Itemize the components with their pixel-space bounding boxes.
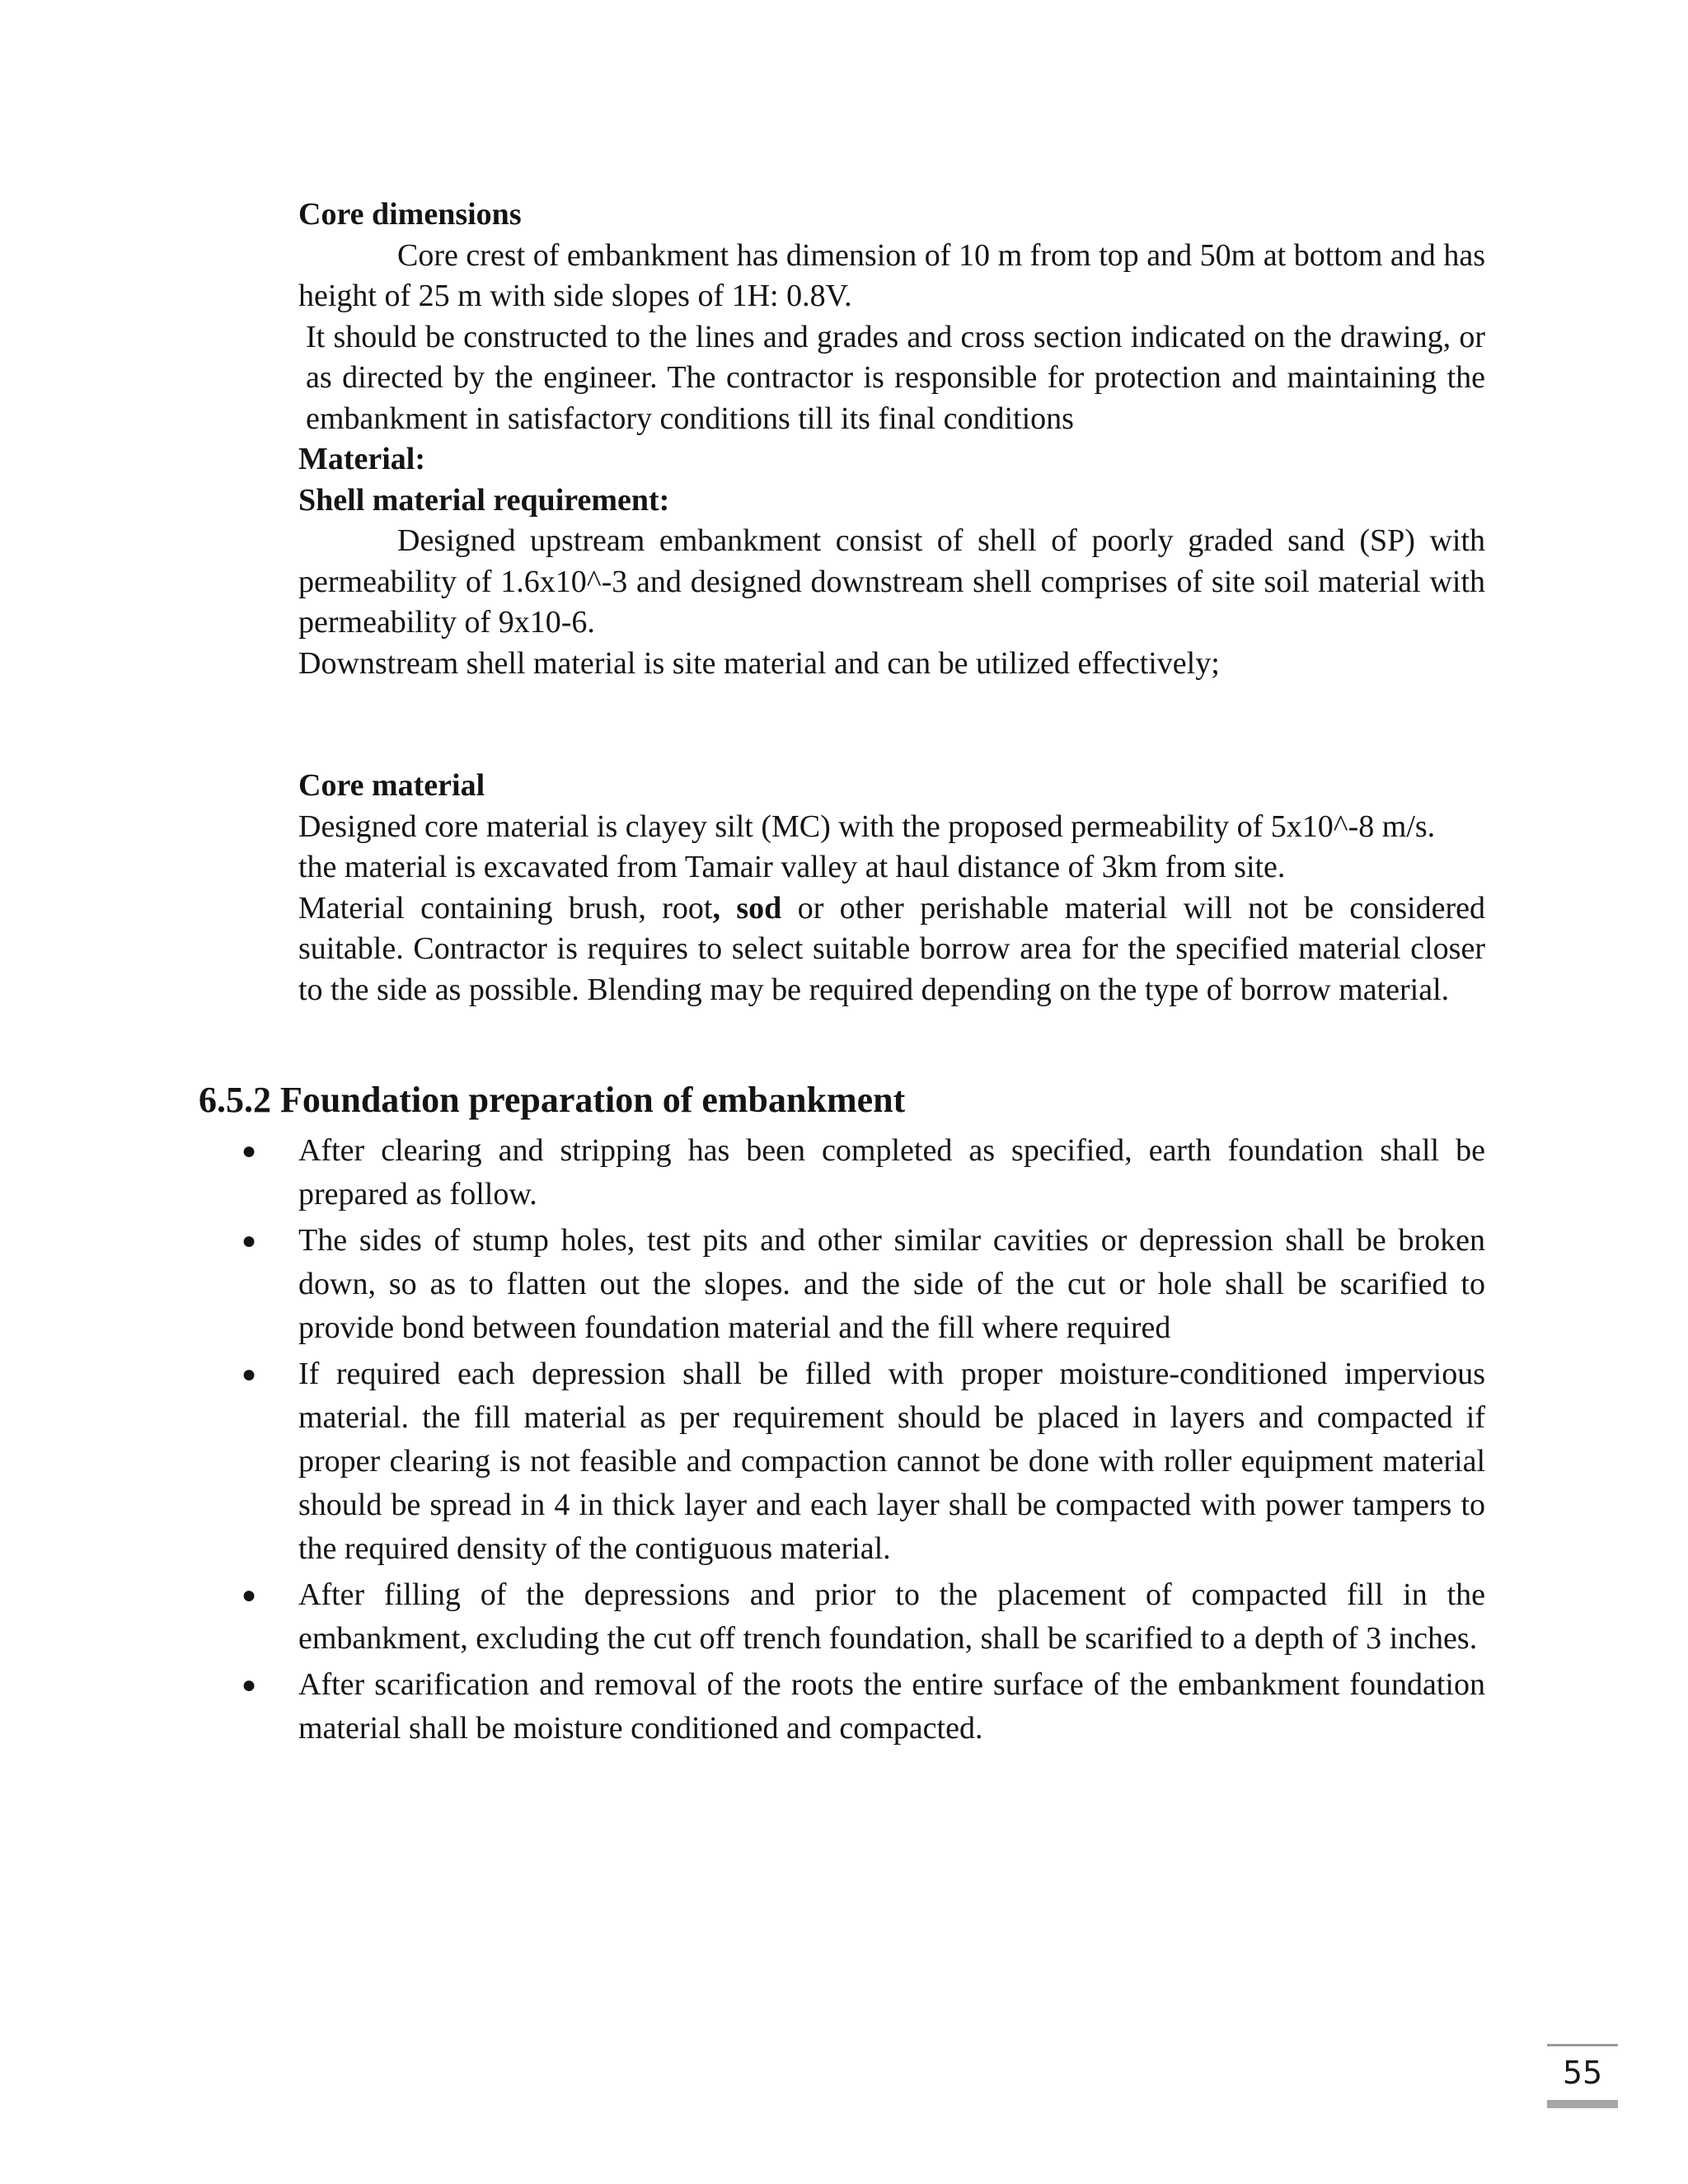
suitability-text-bold: , sod: [712, 890, 782, 926]
material-heading: Material:: [298, 442, 426, 476]
list-item-text: After scarification and removal of the roots the entire surface of the embankment foundation material shall be moisture conditioned and compacted.: [298, 1667, 1485, 1746]
list-item: [241, 1573, 1485, 1661]
list-item-text: After filling of the depressions and prior to the placement of compacted fill in the embankment, excluding the cut off trench foundation, shall be scarified to a depth of 3 inches.: [298, 1577, 1485, 1656]
list-item-text: After clearing and stripping has been completed as specified, earth foundation shall be prepared as follow.: [298, 1133, 1485, 1212]
list-item: [241, 1663, 1485, 1750]
spacer: [298, 684, 1485, 766]
bullet-icon: ●: [241, 1671, 257, 1699]
bullet-icon: ●: [241, 1361, 257, 1388]
shell-material-paragraph: Designed upstream embankment consist of shell of poorly graded sand (SP) with permeability of 1.6x10^-3 and designed downstream shell comprises of site soil material with permeability of 9x10-6.: [298, 523, 1485, 640]
shell-material-heading: Shell material requirement:: [298, 482, 670, 518]
core-dimensions-paragraph: Core crest of embankment has dimension of 10 m from top and 50m at bottom and has height of 25 m with side slopes of 1H: 0.8V.: [298, 237, 1485, 313]
construction-paragraph: It should be constructed to the lines and grades and cross section indicated on the drawing, or as directed by the engineer. The contractor is responsible for protection and maintaining the embankment in satisfactory conditions till its final conditions: [306, 319, 1485, 436]
list-item: [241, 1219, 1485, 1350]
bullet-icon: ●: [241, 1137, 257, 1165]
page-body: [298, 194, 1485, 1010]
suitability-paragraph: [298, 888, 1485, 1011]
page-number-block: [1547, 2044, 1618, 2106]
list-item: [241, 1129, 1485, 1216]
bullet-icon: ●: [241, 1582, 257, 1609]
page-number-top-rule: [1547, 2044, 1618, 2046]
list-item: [241, 1352, 1485, 1571]
suitability-text-start: Material containing brush, root: [298, 890, 713, 926]
core-dimensions-heading: Core dimensions: [298, 197, 522, 232]
bullet-icon: ●: [241, 1227, 257, 1254]
excavation-paragraph: the material is excavated from Tamair valley at haul distance of 3km from site.: [298, 850, 1286, 884]
foundation-bullet-list: [241, 1129, 1485, 1753]
page-number: 55: [1562, 2055, 1603, 2091]
list-item-text: If required each depression shall be filled with proper moisture-conditioned impervious material. the fill material as per requirement should be placed in layers and compacted if proper clearing is not feasible and compaction cannot be done with roller equipment material should be spread in 4 in thick layer and each layer shall be compacted with power tampers to the required density of the contiguous material.: [298, 1357, 1485, 1566]
downstream-shell-paragraph: Downstream shell material is site material and can be utilized effectively;: [298, 645, 1220, 681]
page-number-bottom-rule: [1547, 2100, 1618, 2108]
section-heading: 6.5.2 Foundation preparation of embankment: [199, 1080, 906, 1120]
suitability-text-end: or other perishable material will not be considered suitable. Contractor is requires to select suitable borrow area for the specified material closer to the side as possible. Blending may be required depending on the type of borrow material.: [298, 890, 1485, 1007]
core-material-heading: Core material: [298, 768, 485, 803]
list-item-text: The sides of stump holes, test pits and other similar cavities or depression shall be broken down, so as to flatten out the slopes. and the side of the cut or hole shall be scarified to provide bond between foundation material and the fill where required: [298, 1223, 1485, 1345]
core-material-paragraph: Designed core material is clayey silt (MC) with the proposed permeability of 5x10^-8 m/s.: [298, 808, 1436, 844]
